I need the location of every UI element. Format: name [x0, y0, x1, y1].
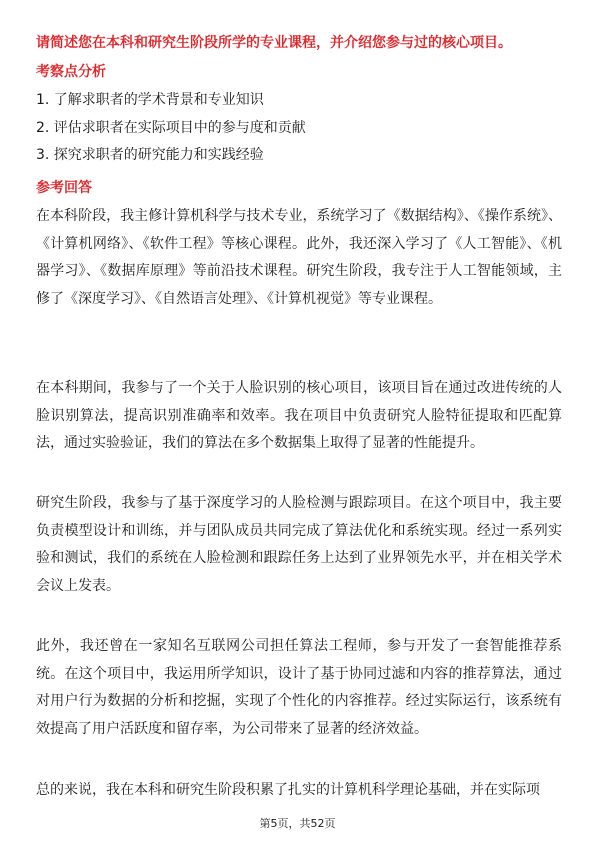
interview-question: 请简述您在本科和研究生阶段所学的专业课程，并介绍您参与过的核心项目。 — [36, 35, 512, 51]
page-number: 第5页，共52页 — [259, 817, 336, 830]
answer-paragraph: 研究生阶段，我参与了基于深度学习的人脸检测与跟踪项目。在这个项目中，我主要负责模型设计和训练，并与团队成员共同完成了算法优化和系统实现。经过一系列实验和测试，我们的系统在人脸检测和跟踪任务上达到了业界领先水平，并在相关学术会议上发表。 — [36, 495, 562, 594]
answer-paragraph: 在本科阶段，我主修计算机科学与技术专业，系统学习了《数据结构》、《操作系统》、《计算机网络》、《软件工程》等核心课程。此外，我还深入学习了《人工智能》、《机器学习》、《数据库原理》等前沿技术课程。研究生阶段，我专注于人工智能领域，主修了《深度学习》、《自然语言处理》、《计算机视觉》等专业课程。 — [36, 208, 562, 307]
answer-paragraph: 此外，我还曾在一家知名互联网公司担任算法工程师，参与开发了一套智能推荐系统。在这个项目中，我运用所学知识，设计了基于协同过滤和内容的推荐算法，通过对用户行为数据的分析和挖掘，实现了个性化的内容推荐。经过实际运行，该系统有效提高了用户活跃度和留存率，为公司带来了显著的经济效益。 — [36, 638, 562, 737]
analysis-point: 1. 了解求职者的学术背景和专业知识 — [36, 92, 264, 108]
analysis-heading: 考察点分析 — [36, 64, 106, 80]
answer-paragraph: 在本科期间，我参与了一个关于人脸识别的核心项目，该项目旨在通过改进传统的人脸识别算法，提高识别准确率和效率。我在项目中负责研究人脸特征提取和匹配算法，通过实验验证，我们的算法在多个数据集上取得了显著的性能提升。 — [36, 380, 562, 451]
answer-paragraph: 总的来说，我在本科和研究生阶段积累了扎实的计算机科学理论基础，并在实际项 — [36, 782, 540, 798]
analysis-point: 3. 探究求职者的研究能力和实践经验 — [36, 147, 264, 163]
analysis-point: 2. 评估求职者在实际项目中的参与度和贡献 — [36, 120, 306, 136]
answer-heading: 参考回答 — [36, 180, 92, 196]
